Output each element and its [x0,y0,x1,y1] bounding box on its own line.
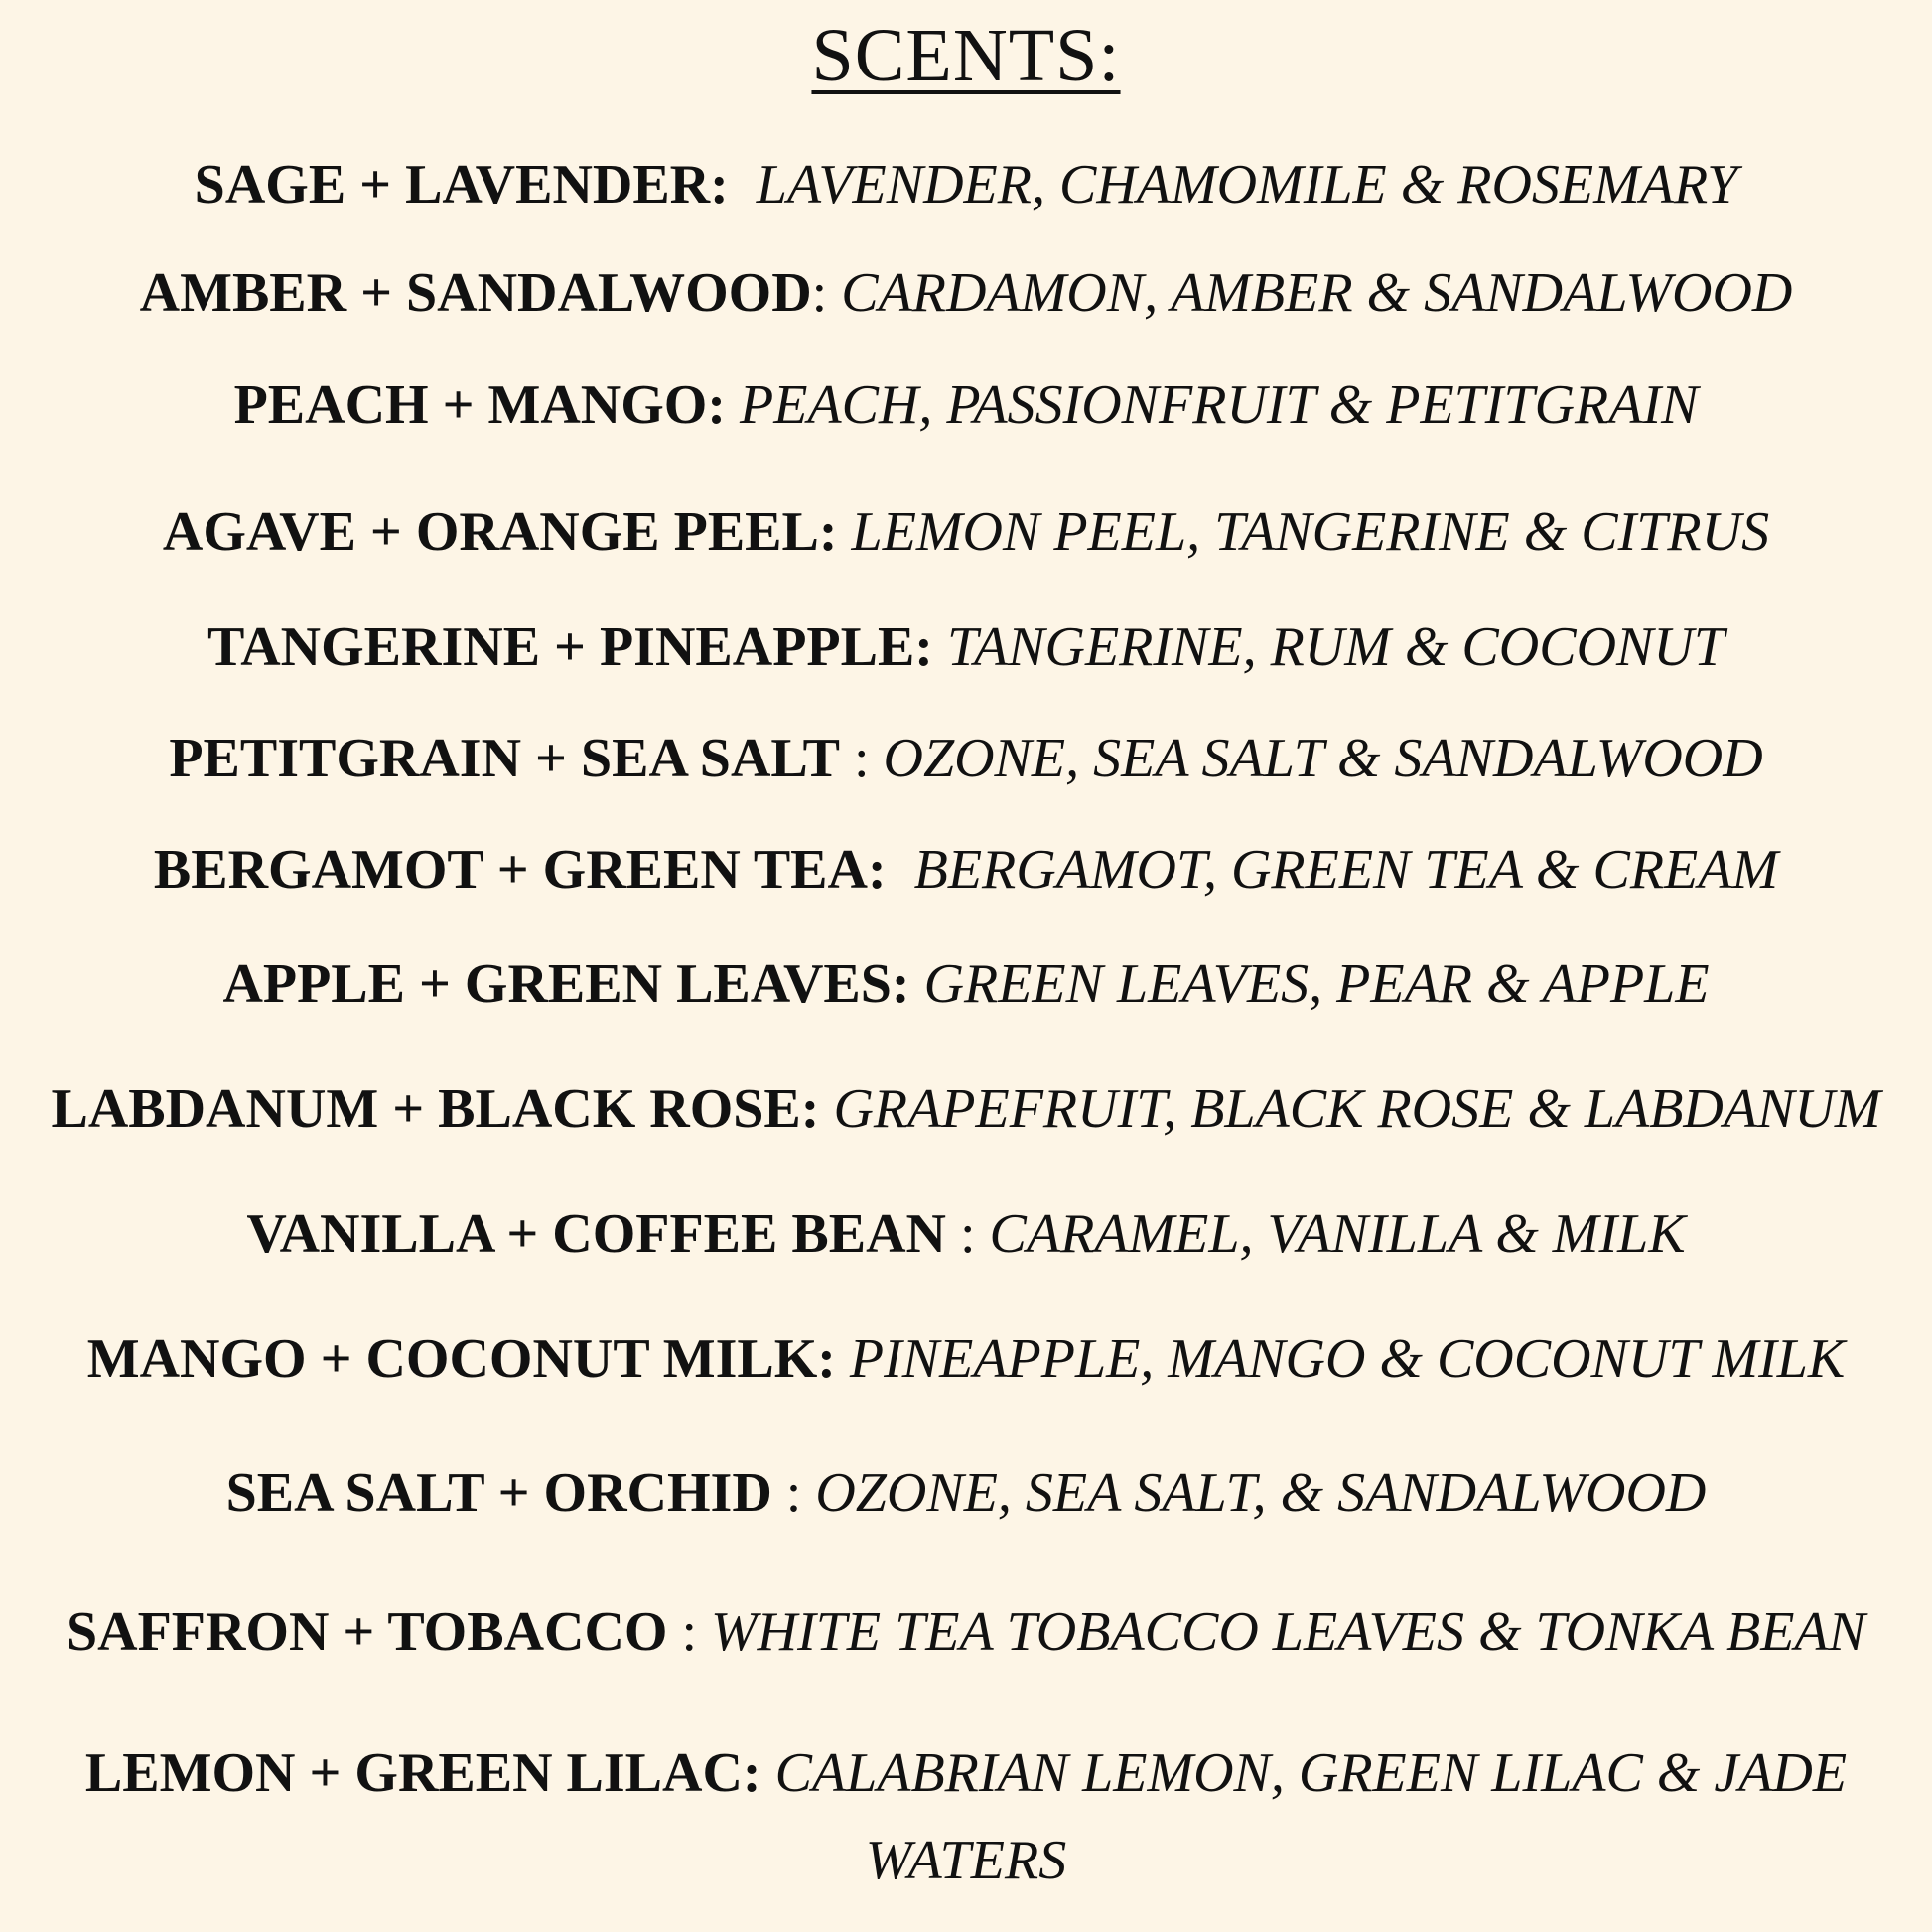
scent-separator: : [959,1203,976,1265]
page-title [0,14,1932,97]
scent-notes: OZONE, SEA SALT & SANDALWOOD [883,728,1763,789]
scent-name: TANGERINE + PINEAPPLE: [207,617,933,678]
scent-notes: LAVENDER, CHAMOMILE & ROSEMARY [756,154,1738,215]
scent-row-bergamot-green-tea [0,839,1932,900]
scent-name: SAFFRON + TOBACCO [66,1601,668,1663]
scent-name: PEACH + MANGO: [233,374,726,436]
scent-row-petitgrain-sea-salt [0,728,1932,789]
scent-row-vanilla-coffee-bean [0,1203,1932,1265]
scent-separator: : [785,1462,802,1524]
scent-row-labdanum-black-rose [0,1078,1932,1140]
scent-notes: PINEAPPLE, MANGO & COCONUT MILK [849,1328,1846,1390]
scent-name: PETITGRAIN + SEA SALT [169,728,840,789]
scent-row-amber-sandalwood [0,262,1932,324]
scent-name: BERGAMOT + GREEN TEA: [153,839,887,900]
scent-row-saffron-tobacco [0,1601,1932,1663]
scent-notes: BERGAMOT, GREEN TEA & CREAM [913,839,1779,900]
scent-notes: GRAPEFRUIT, BLACK ROSE & LABDANUM [833,1078,1881,1140]
scent-notes: GREEN LEAVES, PEAR & APPLE [923,953,1710,1015]
scent-notes: WHITE TEA TOBACCO LEAVES & TONKA BEAN [711,1601,1865,1663]
scent-name: AGAVE + ORANGE PEEL: [162,501,838,563]
scent-notes: PEACH, PASSIONFRUIT & PETITGRAIN [739,374,1699,436]
scent-name: SEA SALT + ORCHID [225,1462,772,1524]
scent-separator: : [811,262,828,324]
scent-notes: LEMON PEEL, TANGERINE & CITRUS [851,501,1770,563]
scent-separator: : [681,1601,698,1663]
scent-row-peach-mango [0,374,1932,436]
scent-name: LEMON + GREEN LILAC: [84,1742,761,1804]
scent-row-mango-coconut-milk [0,1328,1932,1390]
scent-notes: TANGERINE, RUM & COCONUT [946,617,1725,678]
scent-name: MANGO + COCONUT MILK: [86,1328,836,1390]
scent-row-agave-orange-peel [0,501,1932,563]
scent-separator: : [853,728,870,789]
scent-name: APPLE + GREEN LEAVES: [222,953,910,1015]
scent-notes: OZONE, SEA SALT, & SANDALWOOD [815,1462,1707,1524]
scent-notes: CARDAMON, AMBER & SANDALWOOD [841,262,1793,324]
scent-row-apple-green-leaves [0,953,1932,1015]
scent-row-lemon-green-lilac [0,1729,1932,1904]
scent-name: AMBER + SANDALWOOD [139,262,812,324]
scent-name: VANILLA + COFFEE BEAN [246,1203,946,1265]
scent-row-sea-salt-orchid [0,1462,1932,1524]
scent-row-sage-lavender [0,154,1932,215]
scent-row-tangerine-pineapple [0,617,1932,678]
scent-name: SAGE + LAVENDER: [194,154,729,215]
scent-name: LABDANUM + BLACK ROSE: [51,1078,820,1140]
title-text: SCENTS: [811,14,1121,97]
scent-notes: CARAMEL, VANILLA & MILK [989,1203,1686,1265]
scent-notes: CALABRIAN LEMON, GREEN LILAC & JADE WATERS [774,1742,1848,1891]
